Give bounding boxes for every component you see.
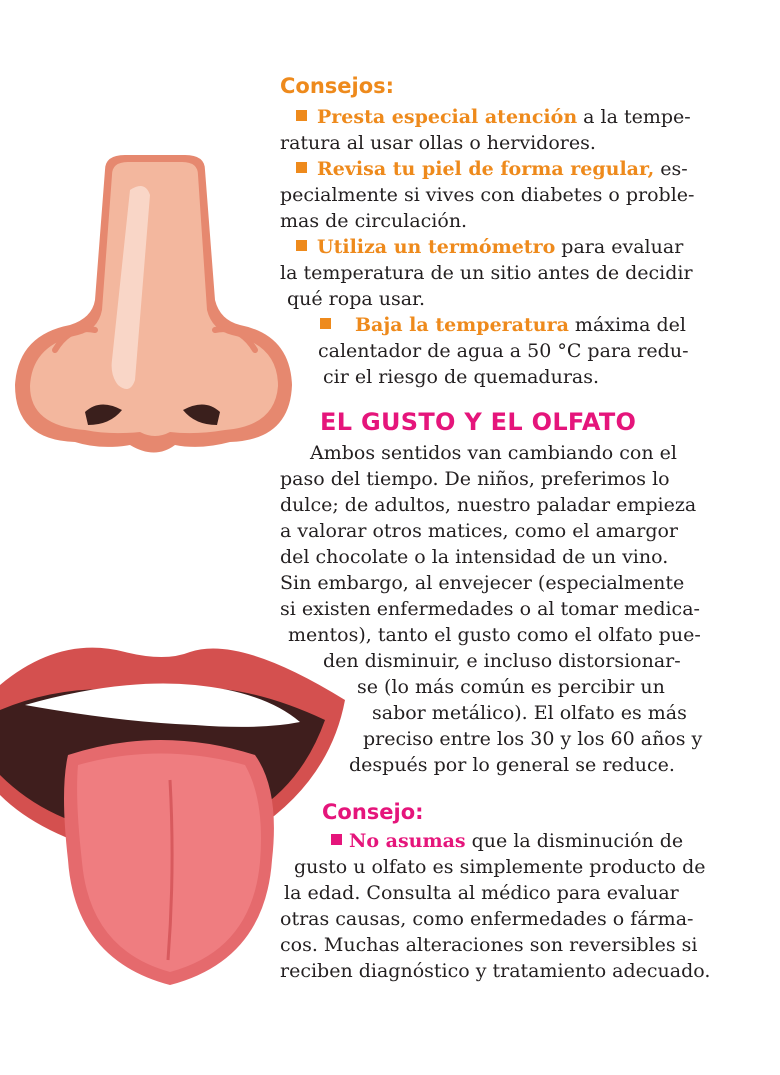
tips-title: Consejos: [280,74,395,98]
bullet-square-icon [296,110,307,121]
advice-line: cos. Muchas alteraciones son reversibles si [280,934,698,956]
tip-4-text: máxima del [568,314,686,336]
section-line: después por lo general se reduce. [349,754,675,776]
advice-line: gusto u olfato es simplemente producto de [294,856,706,878]
tip-2 [296,156,688,182]
section-line: preciso entre los 30 y los 60 años y [363,728,703,750]
section-line: a valorar otros matices, como el amargor [280,520,679,542]
section-line: den disminuir, e incluso distorsionar- [323,650,681,672]
section-line: Sin embargo, al envejecer (especialmente [280,572,685,594]
tip-1-bold: Presta especial atención [317,106,578,128]
tip-2-bold: Revisa tu piel de forma regular, [317,158,655,180]
nose-illustration [0,150,310,460]
tip-2-line-3: mas de circulación. [280,210,468,232]
advice-title: Consejo: [322,800,424,824]
section-line: se (lo más común es percibir un [357,676,665,698]
bullet-square-icon [331,834,342,845]
section-line: si existen enfermedades o al tomar medica- [280,598,700,620]
section-line: del chocolate o la intensidad de un vino. [280,546,669,568]
tip-1-text: a la tempe- [577,106,691,128]
advice-text: que la disminución de [465,830,684,852]
tip-1 [296,104,691,130]
tip-4-line-2: calentador de agua a 50 °C para redu- [318,340,689,362]
tip-3-line-3: qué ropa usar. [287,288,426,310]
section-line: mentos), tanto el gusto como el olfato pue- [288,624,701,646]
bullet-square-icon [296,162,307,173]
tip-4 [320,312,686,338]
section-title: EL GUSTO Y EL OLFATO [320,408,637,436]
section-line: Ambos sentidos van cambiando con el [310,442,677,464]
advice-line: reciben diagnóstico y tratamiento adecuado. [280,960,711,982]
advice-bold: No asumas [349,830,466,852]
bullet-square-icon [296,240,307,251]
tip-4-line-3: cir el riesgo de quemaduras. [323,366,600,388]
advice-first-line [331,828,683,854]
section-line: dulce; de adultos, nuestro paladar empieza [280,494,697,516]
section-line: paso del tiempo. De niños, preferimos lo [280,468,670,490]
tip-4-bold: Baja la temperatura [355,314,569,336]
tip-3-line-2: la temperatura de un sitio antes de decidir [280,262,693,284]
tip-3 [296,234,683,260]
tip-1-line-2: ratura al usar ollas o hervidores. [280,132,596,154]
bullet-square-icon [320,318,331,329]
tip-2-text: es- [654,158,688,180]
section-line: sabor metálico). El olfato es más [372,702,687,724]
advice-line: otras causas, como enfermedades o fármа- [280,908,694,930]
tip-3-text: para evaluar [555,236,684,258]
tip-3-bold: Utiliza un termómetro [317,236,556,258]
tip-2-line-2: pecialmente si vives con diabetes o proble- [280,184,695,206]
advice-line: la edad. Consulta al médico para evaluar [284,882,679,904]
